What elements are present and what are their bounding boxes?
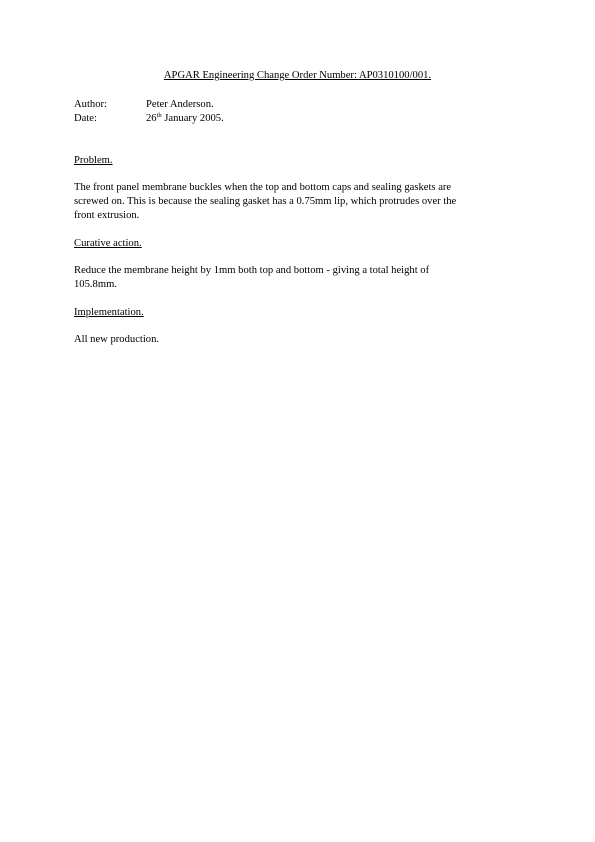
date-label: Date: [74,113,97,124]
curative-action-heading: Curative action. [74,238,142,249]
author-row [74,98,214,112]
date-day: 26 [146,113,157,124]
author-value: Peter Anderson. [146,99,214,110]
author-label: Author: [74,99,107,110]
problem-line: front extrusion. [74,210,140,221]
problem-line: The front panel membrane buckles when the top and bottom caps and sealing gaskets are [74,182,452,193]
implementation-paragraph [74,333,514,347]
problem-paragraph [74,181,514,223]
curative-action-line: Reduce the membrane height by 1mm both top and bottom - giving a total height of [74,265,430,276]
date-value [146,113,224,124]
date-row [74,112,224,126]
curative-action-paragraph [74,264,514,292]
problem-heading: Problem. [74,155,113,166]
document-title: APGAR Engineering Change Order Number: AP0310100/001. [163,70,432,81]
date-month-year: January 2005. [161,113,224,124]
implementation-line: All new production. [74,334,160,345]
implementation-heading: Implementation. [74,307,144,318]
date-ordinal-suffix: th [156,112,162,119]
curative-action-line: 105.8mm. [74,279,117,290]
problem-line: screwed on. This is because the sealing gasket has a 0.75mm lip, which protrudes over the [74,196,457,207]
